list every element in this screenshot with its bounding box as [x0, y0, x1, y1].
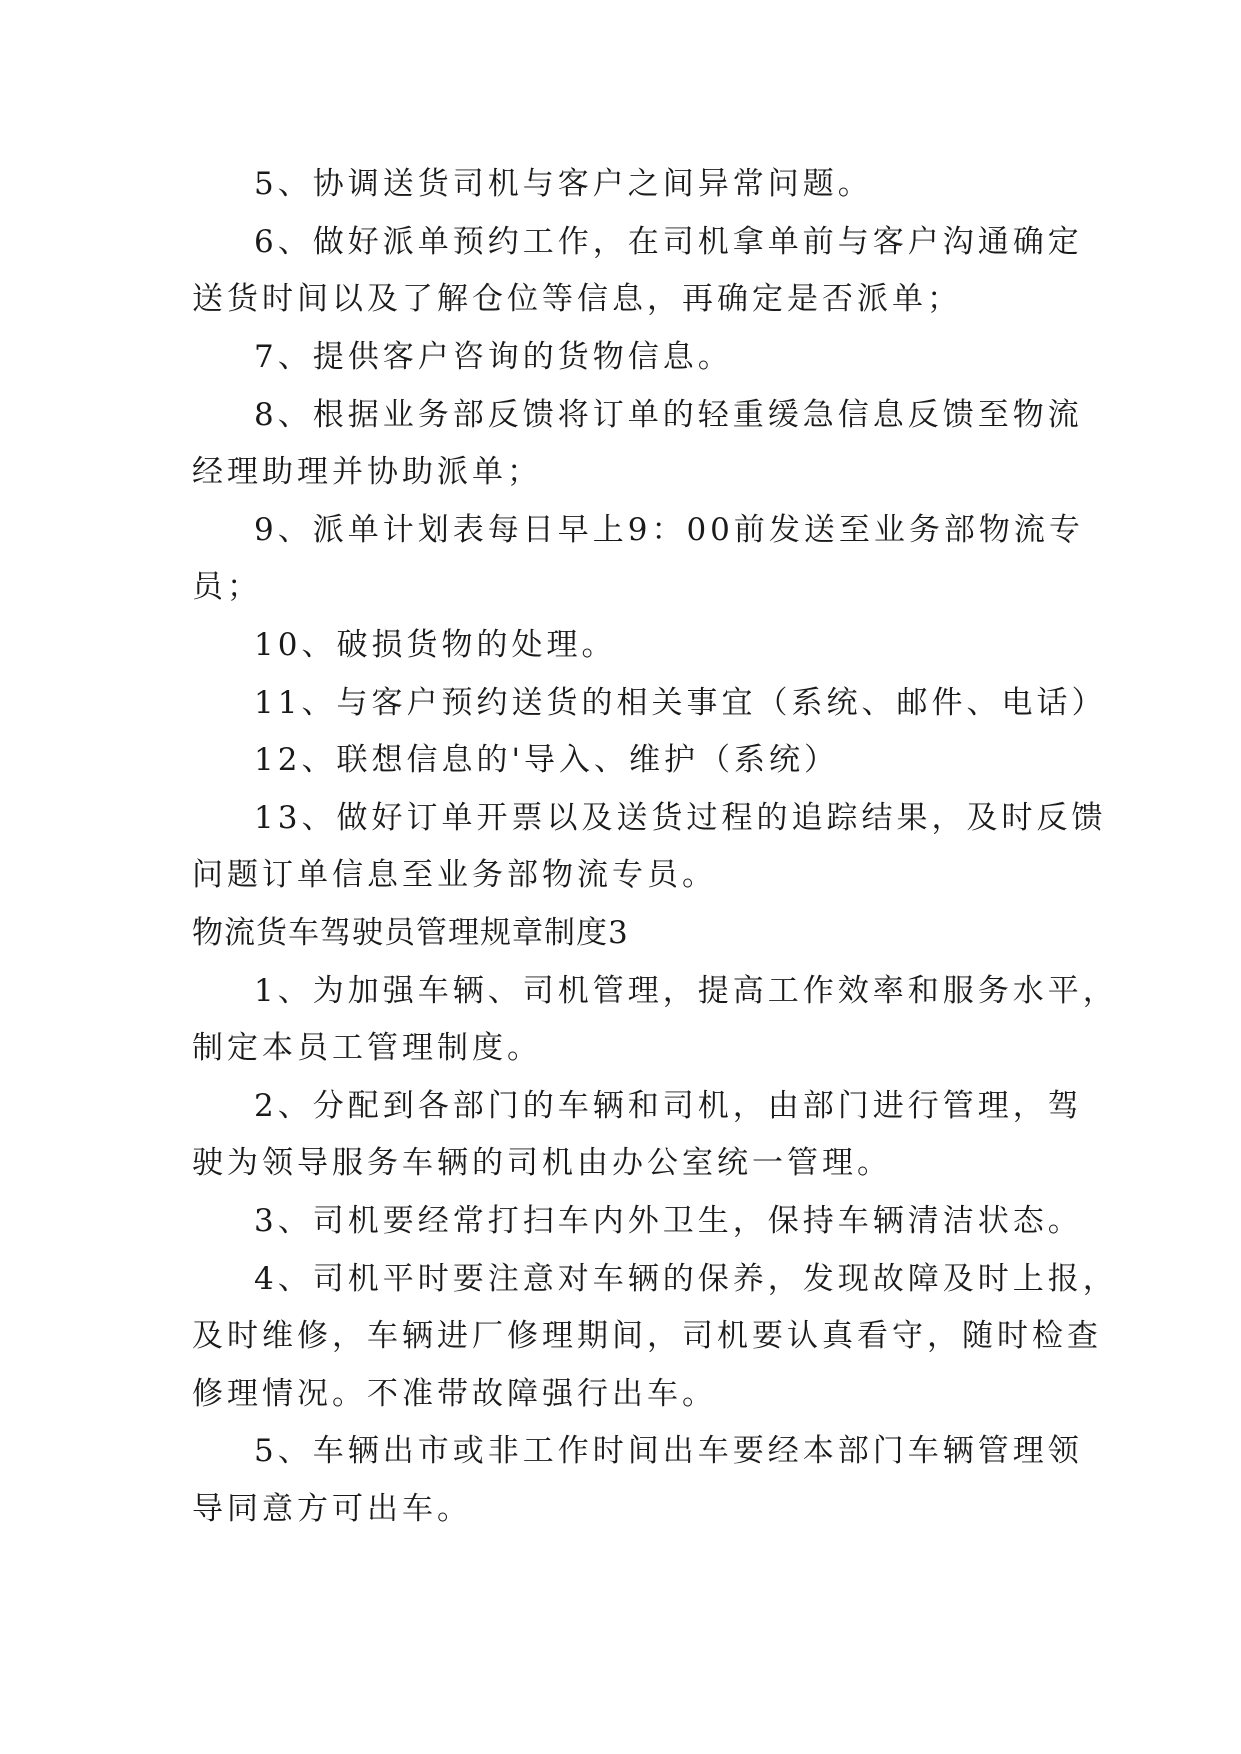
paragraph-line: 6、做好派单预约工作，在司机拿单前与客户沟通确定 [254, 224, 1083, 260]
paragraph-line: 制定本员工管理制度。 [192, 1030, 542, 1066]
paragraph-line: 10、破损货物的处理。 [254, 627, 617, 663]
paragraph-line: 员； [192, 569, 262, 605]
paragraph-line: 5、车辆出市或非工作时间出车要经本部门车辆管理领 [254, 1433, 1083, 1469]
paragraph-line: 4、司机平时要注意对车辆的保养，发现故障及时上报， [254, 1261, 1118, 1297]
paragraph-line: 13、做好订单开票以及送货过程的追踪结果，及时反馈 [254, 800, 1107, 836]
section-heading: 物流货车驾驶员管理规章制度3 [192, 915, 629, 951]
paragraph-line: 3、司机要经常打扫车内外卫生，保持车辆清洁状态。 [254, 1203, 1083, 1239]
paragraph-line: 5、协调送货司机与客户之间异常问题。 [254, 166, 873, 202]
paragraph-line: 修理情况。不准带故障强行出车。 [192, 1376, 717, 1412]
paragraph-line: 7、提供客户咨询的货物信息。 [254, 339, 733, 375]
paragraph-line: 送货时间以及了解仓位等信息，再确定是否派单； [192, 281, 962, 317]
paragraph-line: 2、分配到各部门的车辆和司机，由部门进行管理，驾 [254, 1088, 1083, 1124]
paragraph-line: 经理助理并协助派单； [192, 454, 542, 490]
paragraph-line: 导同意方可出车。 [192, 1491, 472, 1527]
paragraph-line: 及时维修，车辆进厂修理期间，司机要认真看守，随时检查 [192, 1318, 1102, 1354]
paragraph-line: 12、联想信息的'导入、维护（系统） [254, 742, 839, 778]
paragraph-line: 9、派单计划表每日早上9：00前发送至业务部物流专 [254, 512, 1084, 548]
paragraph-line: 问题订单信息至业务部物流专员。 [192, 857, 717, 893]
paragraph-line: 11、与客户预约送货的相关事宜（系统、邮件、电话） [254, 685, 1107, 721]
paragraph-line: 1、为加强车辆、司机管理，提高工作效率和服务水平， [254, 973, 1118, 1009]
paragraph-line: 8、根据业务部反馈将订单的轻重缓急信息反馈至物流 [254, 397, 1083, 433]
paragraph-line: 驶为领导服务车辆的司机由办公室统一管理。 [192, 1145, 892, 1181]
